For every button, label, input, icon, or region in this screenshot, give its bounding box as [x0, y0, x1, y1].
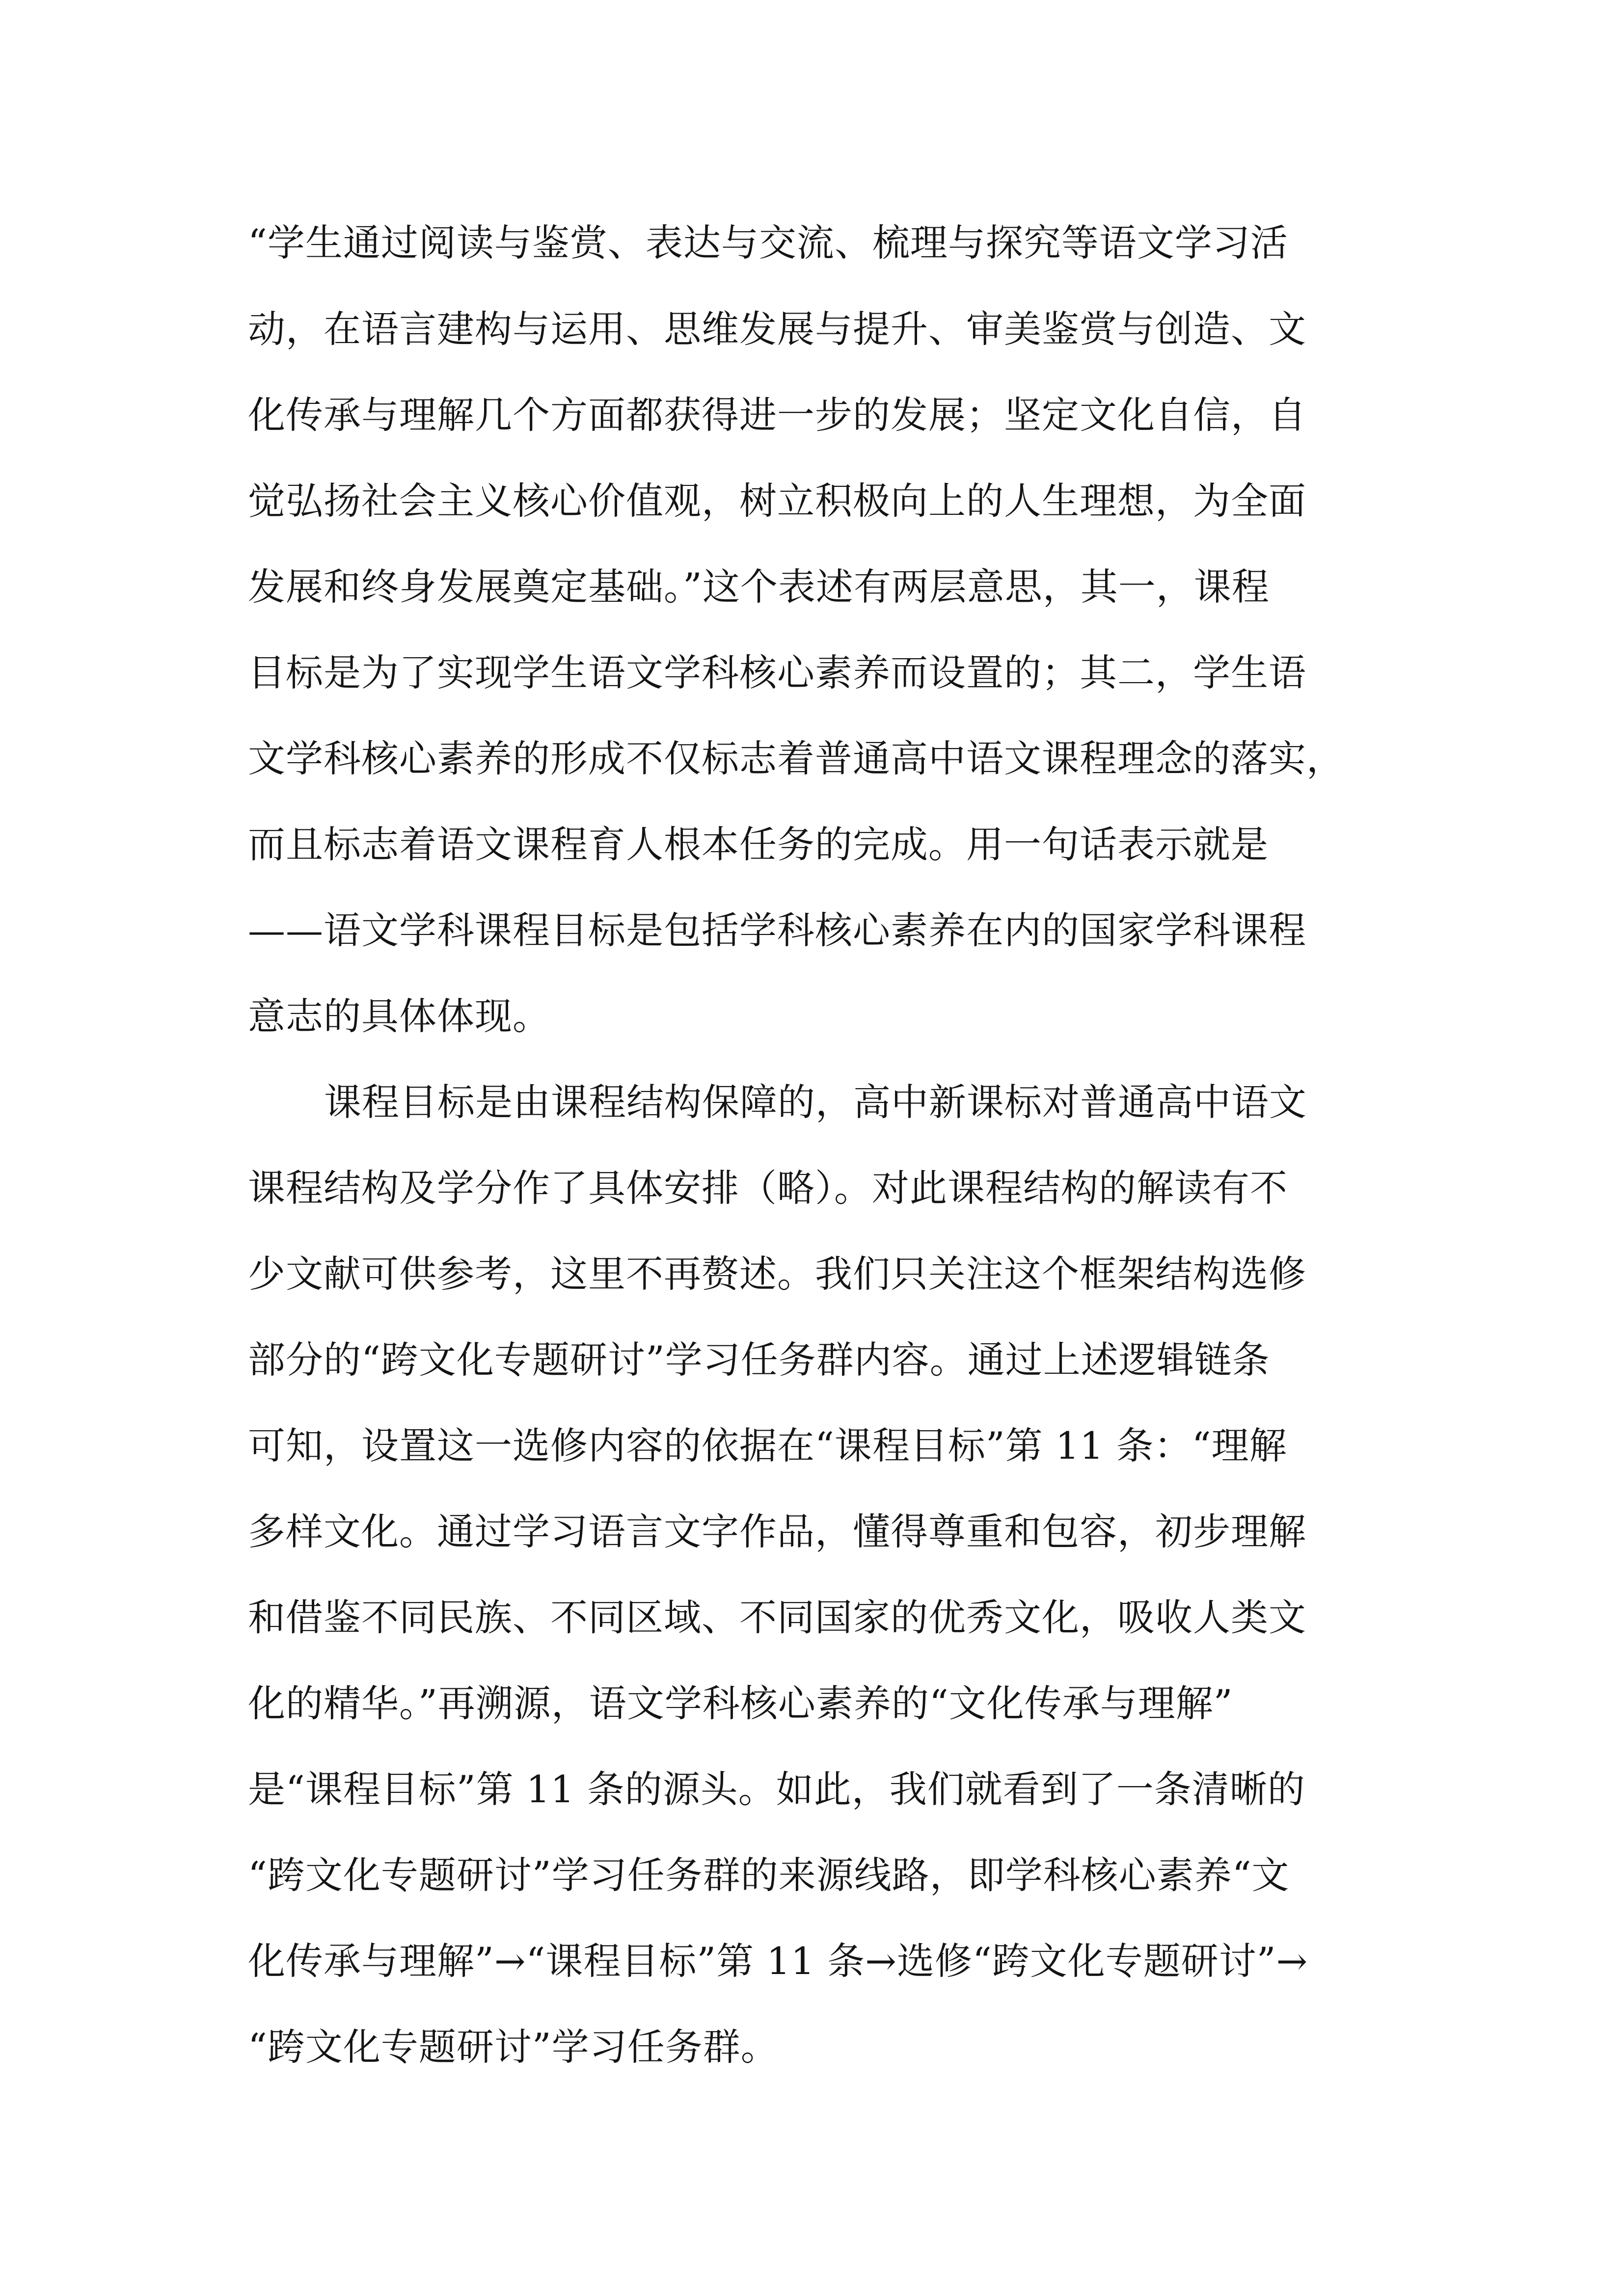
paragraph-2-line-8: 化的精华。”再溯源，语文学科核心素养的“文化传承与理解”	[248, 1682, 1233, 1725]
paragraph-2-line-7: 和借鉴不同民族、不同区域、不同国家的优秀文化，吸收人类文	[248, 1596, 1306, 1639]
paragraph-2-line-11: 化传承与理解”→“课程目标”第 11 条→选修“跨文化专题研讨”→	[248, 1939, 1308, 1983]
paragraph-1-line-9: ——语文学科课程目标是包括学科核心素养在内的国家学科课程	[248, 908, 1306, 952]
paragraph-2-line-12: “跨文化专题研讨”学习任务群。	[248, 2025, 779, 2069]
paragraph-1-line-5: 发展和终身发展奠定基础。”这个表述有两层意思，其一，课程	[248, 565, 1270, 609]
paragraph-1-line-10: 意志的具体体现。	[248, 994, 550, 1038]
paragraph-1-line-8: 而且标志着语文课程育人根本任务的完成。用一句话表示就是	[248, 823, 1269, 866]
paragraph-1-line-2: 动，在语言建构与运用、思维发展与提升、审美鉴赏与创造、文	[248, 307, 1306, 351]
paragraph-2-line-3: 少文献可供参考，这里不再赘述。我们只关注这个框架结构选修	[248, 1252, 1306, 1296]
paragraph-2-line-9: 是“课程目标”第 11 条的源头。如此，我们就看到了一条清晰的	[248, 1767, 1305, 1811]
paragraph-1-line-6: 目标是为了实现学生语文学科核心素养而设置的；其二，学生语	[248, 651, 1306, 694]
paragraph-2-line-1: 课程目标是由课程结构保障的，高中新课标对普通高中语文	[324, 1080, 1307, 1124]
paragraph-1-line-4: 觉弘扬社会主义核心价值观，树立积极向上的人生理想，为全面	[248, 479, 1306, 523]
paragraph-1-line-1: “学生通过阅读与鉴赏、表达与交流、梳理与探究等语文学习活	[248, 221, 1288, 265]
paragraph-2-line-4: 部分的“跨文化专题研讨”学习任务群内容。通过上述逻辑链条	[248, 1338, 1270, 1382]
paragraph-1-line-3: 化传承与理解几个方面都获得进一步的发展；坚定文化自信，自	[248, 393, 1306, 437]
paragraph-2-line-6: 多样文化。通过学习语言文字作品，懂得尊重和包容，初步理解	[248, 1510, 1306, 1553]
paragraph-2-line-2: 课程结构及学分作了具体安排（略）。对此课程结构的解读有不	[248, 1166, 1288, 1210]
paragraph-1-line-7: 文学科核心素养的形成不仅标志着普通高中语文课程理念的落实，	[248, 737, 1344, 780]
paragraph-2-line-5: 可知，设置这一选修内容的依据在“课程目标”第 11 条：“理解	[248, 1424, 1287, 1468]
paragraph-2-line-10: “跨文化专题研讨”学习任务群的来源线路，即学科核心素养“文	[248, 1853, 1290, 1897]
